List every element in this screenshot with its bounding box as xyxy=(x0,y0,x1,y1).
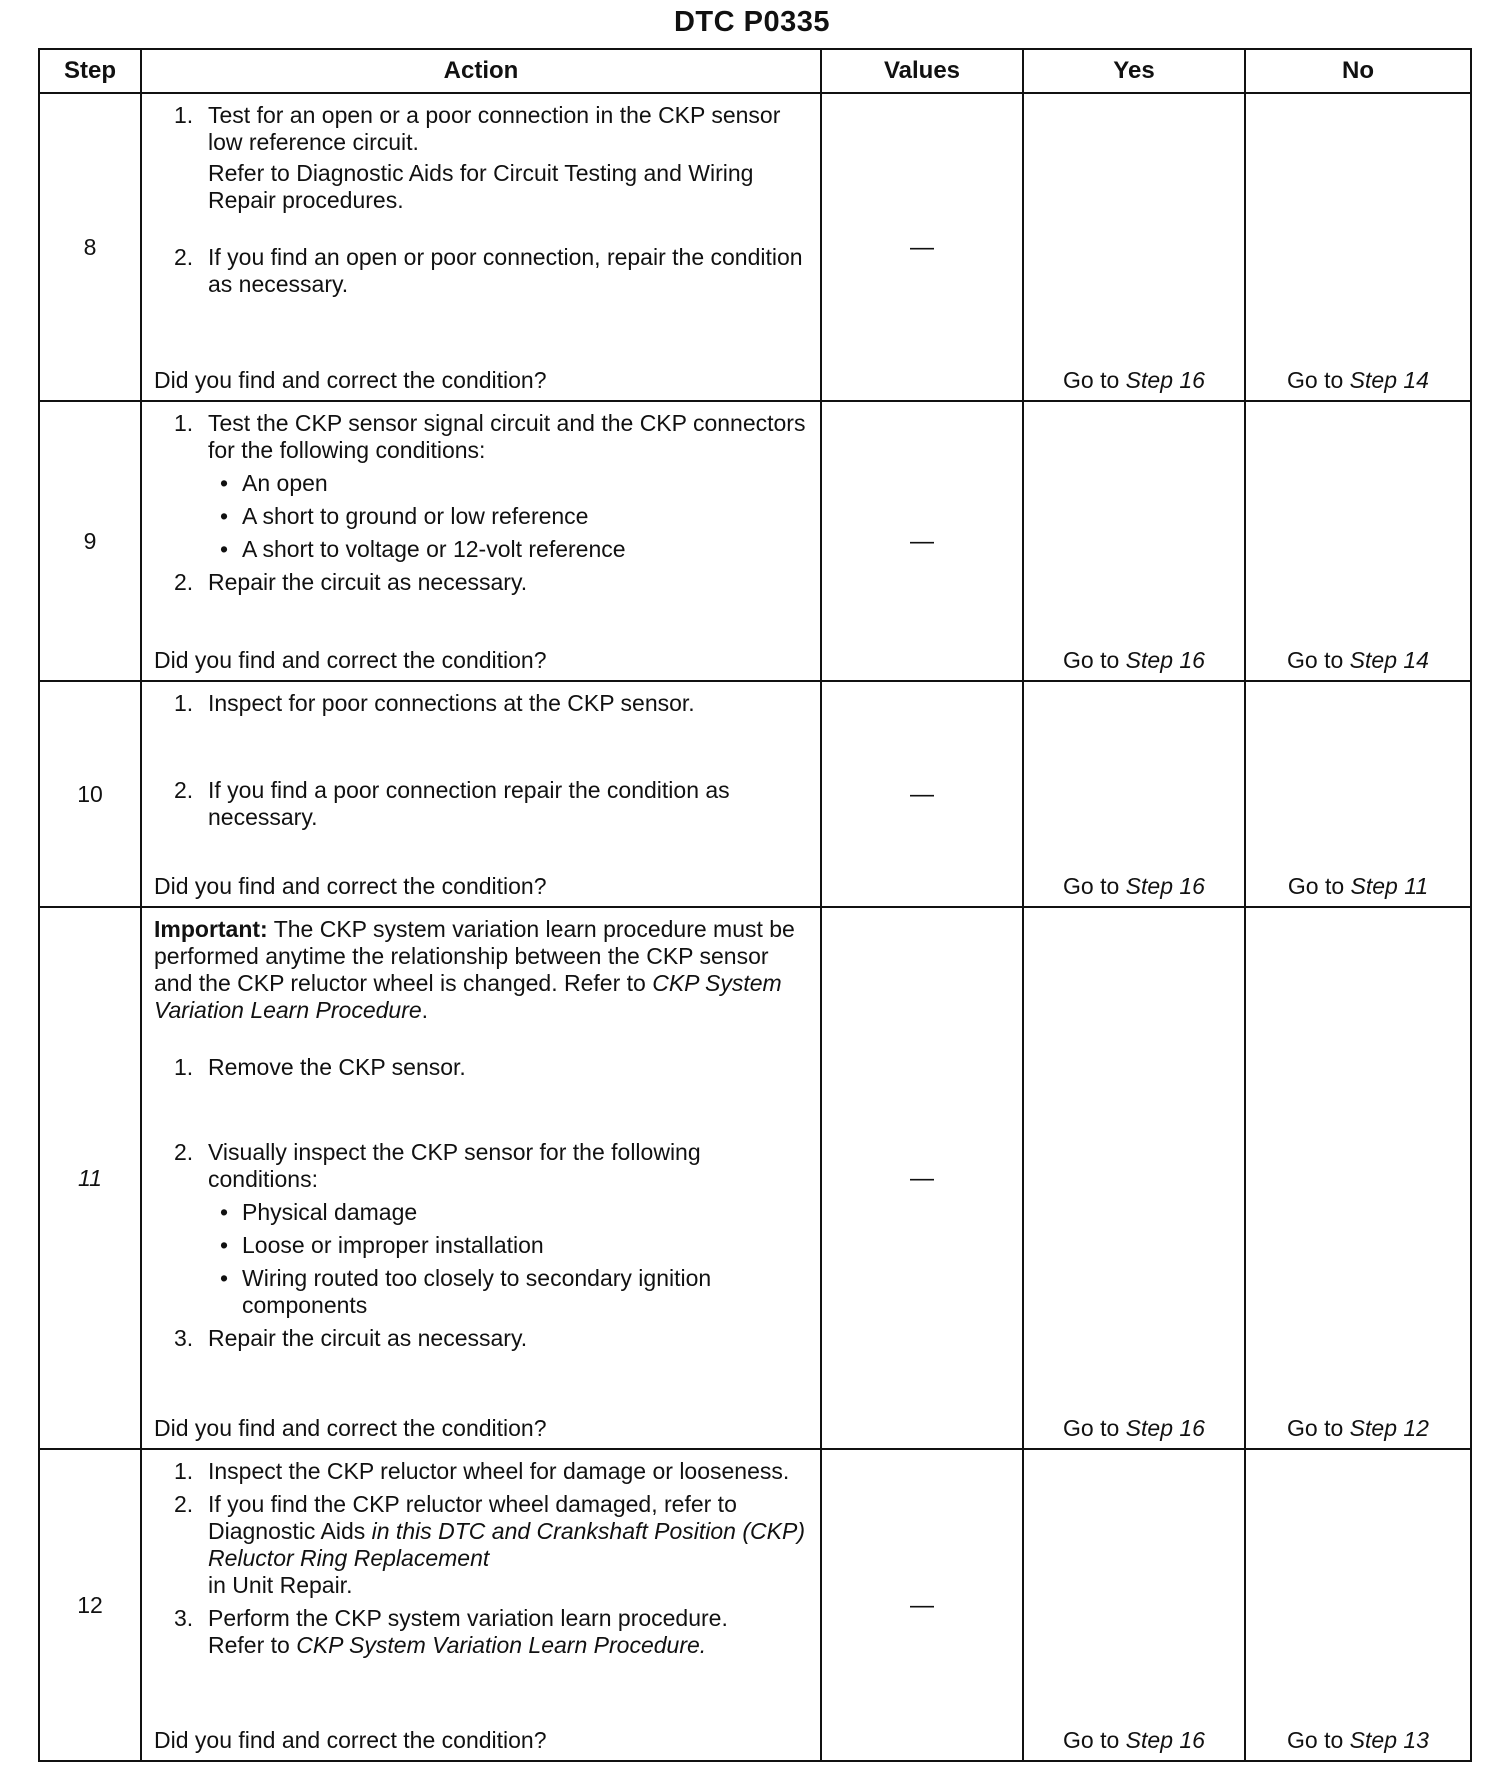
list-item: 1. Inspect the CKP reluctor wheel for damage or looseness. xyxy=(174,1458,790,1484)
go-to-step-link[interactable]: Step 14 xyxy=(1349,367,1429,393)
header-step: Step xyxy=(39,49,141,93)
action-cell xyxy=(141,93,821,401)
go-to-step-link[interactable]: Step 16 xyxy=(1125,1727,1205,1753)
value-cell: — xyxy=(821,93,1023,401)
action-cell xyxy=(141,401,821,681)
value-cell: — xyxy=(821,681,1023,907)
table-row xyxy=(39,93,1471,401)
value-cell: — xyxy=(821,907,1023,1449)
question-text: Did you find and correct the condition? xyxy=(154,647,547,673)
yes-cell: Go to Step 16 xyxy=(1023,907,1245,1449)
action-cell xyxy=(141,1449,821,1761)
action-cell xyxy=(141,907,821,1449)
go-to-step-link[interactable]: Step 16 xyxy=(1125,647,1205,673)
question-text: Did you find and correct the condition? xyxy=(154,1727,547,1753)
question-text: Did you find and correct the condition? xyxy=(154,1415,547,1441)
header-action: Action xyxy=(141,49,821,93)
go-to-step-link[interactable]: Step 16 xyxy=(1125,367,1205,393)
table-row xyxy=(39,401,1471,681)
header-yes: Yes xyxy=(1023,49,1245,93)
yes-cell: Go to Step 16 xyxy=(1023,93,1245,401)
step-number: 11 xyxy=(39,907,141,1449)
no-cell: Go to Step 11 xyxy=(1245,681,1471,907)
table-row xyxy=(39,681,1471,907)
list-item: 1. Test for an open or a poor connection in the CKP sensor low reference circuit. Refer to Diagnostic Aids for Circuit Testing and Wiring Repair procedures. xyxy=(174,102,781,213)
list-item: 2. Visually inspect the CKP sensor for the following conditions: • Physical damage • Loose or improper installation • Wiring routed too closely to secondary ignition components xyxy=(174,1139,712,1318)
go-to-step-link[interactable]: Step 13 xyxy=(1349,1727,1429,1753)
step-number: 12 xyxy=(39,1449,141,1761)
header-row xyxy=(39,49,1471,93)
yes-cell: Go to Step 16 xyxy=(1023,401,1245,681)
list-item: 1. Inspect for poor connections at the CKP sensor. xyxy=(174,690,695,716)
list-item: 3. Perform the CKP system variation learn procedure. Refer to CKP System Variation Learn Procedure. xyxy=(174,1605,728,1658)
important-note: Important: The CKP system variation learn procedure must be performed anytime the relationship between the CKP sensor and the CKP reluctor wheel is changed. Refer to CKP System Variation Learn Procedure. xyxy=(154,916,795,1023)
yes-cell: Go to Step 16 xyxy=(1023,1449,1245,1761)
yes-cell: Go to Step 16 xyxy=(1023,681,1245,907)
list-item: 2. If you find an open or poor connection, repair the condition as necessary. xyxy=(174,244,803,297)
go-to-step-link[interactable]: Step 14 xyxy=(1349,647,1429,673)
action-cell xyxy=(141,681,821,907)
step-number: 10 xyxy=(39,681,141,907)
list-item: 1. Remove the CKP sensor. xyxy=(174,1054,466,1080)
list-item: 2. If you find a poor connection repair the condition as necessary. xyxy=(174,777,730,830)
no-cell: Go to Step 14 xyxy=(1245,401,1471,681)
question-text: Did you find and correct the condition? xyxy=(154,367,547,393)
header-no: No xyxy=(1245,49,1471,93)
step-number: 9 xyxy=(39,401,141,681)
go-to-step-link[interactable]: Step 11 xyxy=(1350,873,1429,899)
list-item: 3. Repair the circuit as necessary. xyxy=(174,1325,528,1351)
go-to-step-link[interactable]: Step 16 xyxy=(1125,873,1205,899)
header-values: Values xyxy=(821,49,1023,93)
go-to-step-link[interactable]: Step 12 xyxy=(1349,1415,1429,1441)
value-cell: — xyxy=(821,1449,1023,1761)
list-item: 2. Repair the circuit as necessary. xyxy=(174,569,528,595)
diagnostic-table xyxy=(38,48,1472,1762)
step-number: 8 xyxy=(39,93,141,401)
no-cell: Go to Step 13 xyxy=(1245,1449,1471,1761)
go-to-step-link[interactable]: Step 16 xyxy=(1125,1415,1205,1441)
no-cell: Go to Step 12 xyxy=(1245,907,1471,1449)
question-text: Did you find and correct the condition? xyxy=(154,873,547,899)
table-row xyxy=(39,907,1471,1449)
table-row xyxy=(39,1449,1471,1761)
list-item: 1. Test the CKP sensor signal circuit and the CKP connectors for the following conditions: • An open • A short to ground or low reference • A short to voltage or 12-volt reference xyxy=(174,410,806,562)
list-item: 2. If you find the CKP reluctor wheel damaged, refer to Diagnostic Aids in this DTC and Crankshaft Position (CKP) Reluctor Ring Replacement in Unit Repair. xyxy=(174,1491,805,1598)
no-cell: Go to Step 14 xyxy=(1245,93,1471,401)
page-title: DTC P0335 xyxy=(673,6,830,38)
value-cell: — xyxy=(821,401,1023,681)
